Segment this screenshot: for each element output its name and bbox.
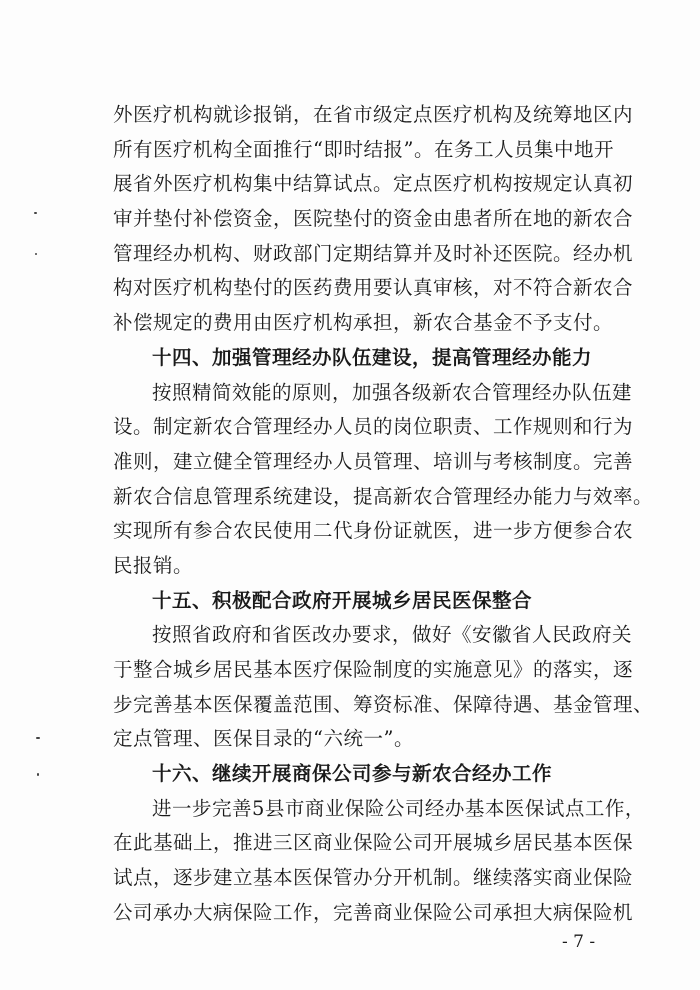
text-line: 新农合信息管理系统建设，提高新农合管理经办能力与效率。 [113, 484, 654, 508]
text-line: 设。制定新农合管理经办人员的岗位职责、工作规则和行为 [113, 415, 634, 439]
section-heading-16: 十六、继续开展商保公司参与新农合经办工作 [152, 762, 553, 786]
section-heading-14: 十四、加强管理经办队伍建设，提高管理经办能力 [152, 345, 593, 369]
text-line: 在此基础上，推进三区商业保险公司开展城乡居民基本医保 [113, 831, 634, 855]
paragraph-14 [113, 376, 654, 584]
text-line: 审并垫付补偿资金，医院垫付的资金由患者所在地的新农合 [113, 207, 634, 231]
text-line: 按照精简效能的原则，加强各级新农合管理经办队伍建 [152, 380, 633, 404]
section-heading-15: 十五、积极配合政府开展城乡居民医保整合 [152, 588, 533, 612]
text-line: 定点管理、医保目录的“六统一”。 [113, 727, 414, 751]
text-line: 民报销。 [113, 553, 194, 577]
paragraph-16 [113, 792, 645, 931]
text-line: 展省外医疗机构集中结算试点。定点医疗机构按规定认真初 [113, 172, 634, 196]
text-line: 进一步完善5县市商业保险公司经办基本医保试点工作， [152, 796, 645, 820]
paragraph-15 [113, 618, 654, 757]
text-line: 试点，逐步建立基本医保管办分开机制。继续落实商业保险 [113, 866, 634, 890]
text-line: 所有医疗机构全面推行“即时结报”。在务工人员集中地开 [113, 137, 614, 161]
scan-speck [36, 737, 40, 739]
page-number: - 7 - [562, 932, 596, 952]
text-line: 按照省政府和省医改办要求，做好《安徽省人民政府关 [152, 623, 633, 647]
scan-speck [34, 212, 37, 214]
text-line: 准则，建立健全管理经办人员管理、培训与考核制度。完善 [113, 449, 634, 473]
scan-speck [37, 773, 39, 776]
text-line: 实现所有参合农民使用二代身份证就医，进一步方便参合农 [113, 519, 634, 543]
paragraph-intro [113, 98, 634, 341]
text-line: 补偿规定的费用由医疗机构承担，新农合基金不予支付。 [113, 311, 614, 335]
scan-speck [35, 253, 37, 255]
text-line: 公司承办大病保险工作，完善商业保险公司承担大病保险机 [113, 900, 634, 924]
text-line: 步完善基本医保覆盖范围、筹资标准、保障待遇、基金管理、 [113, 692, 654, 716]
text-line: 外医疗机构就诊报销，在省市级定点医疗机构及统筹地区内 [113, 103, 634, 126]
text-line: 管理经办机构、财政部门定期结算并及时补还医院。经办机 [113, 241, 634, 265]
text-line: 构对医疗机构垫付的医药费用要认真审核，对不符合新农合 [113, 276, 634, 300]
document-body [113, 98, 654, 931]
text-line: 于整合城乡居民基本医疗保险制度的实施意见》的落实，逐 [113, 658, 634, 681]
